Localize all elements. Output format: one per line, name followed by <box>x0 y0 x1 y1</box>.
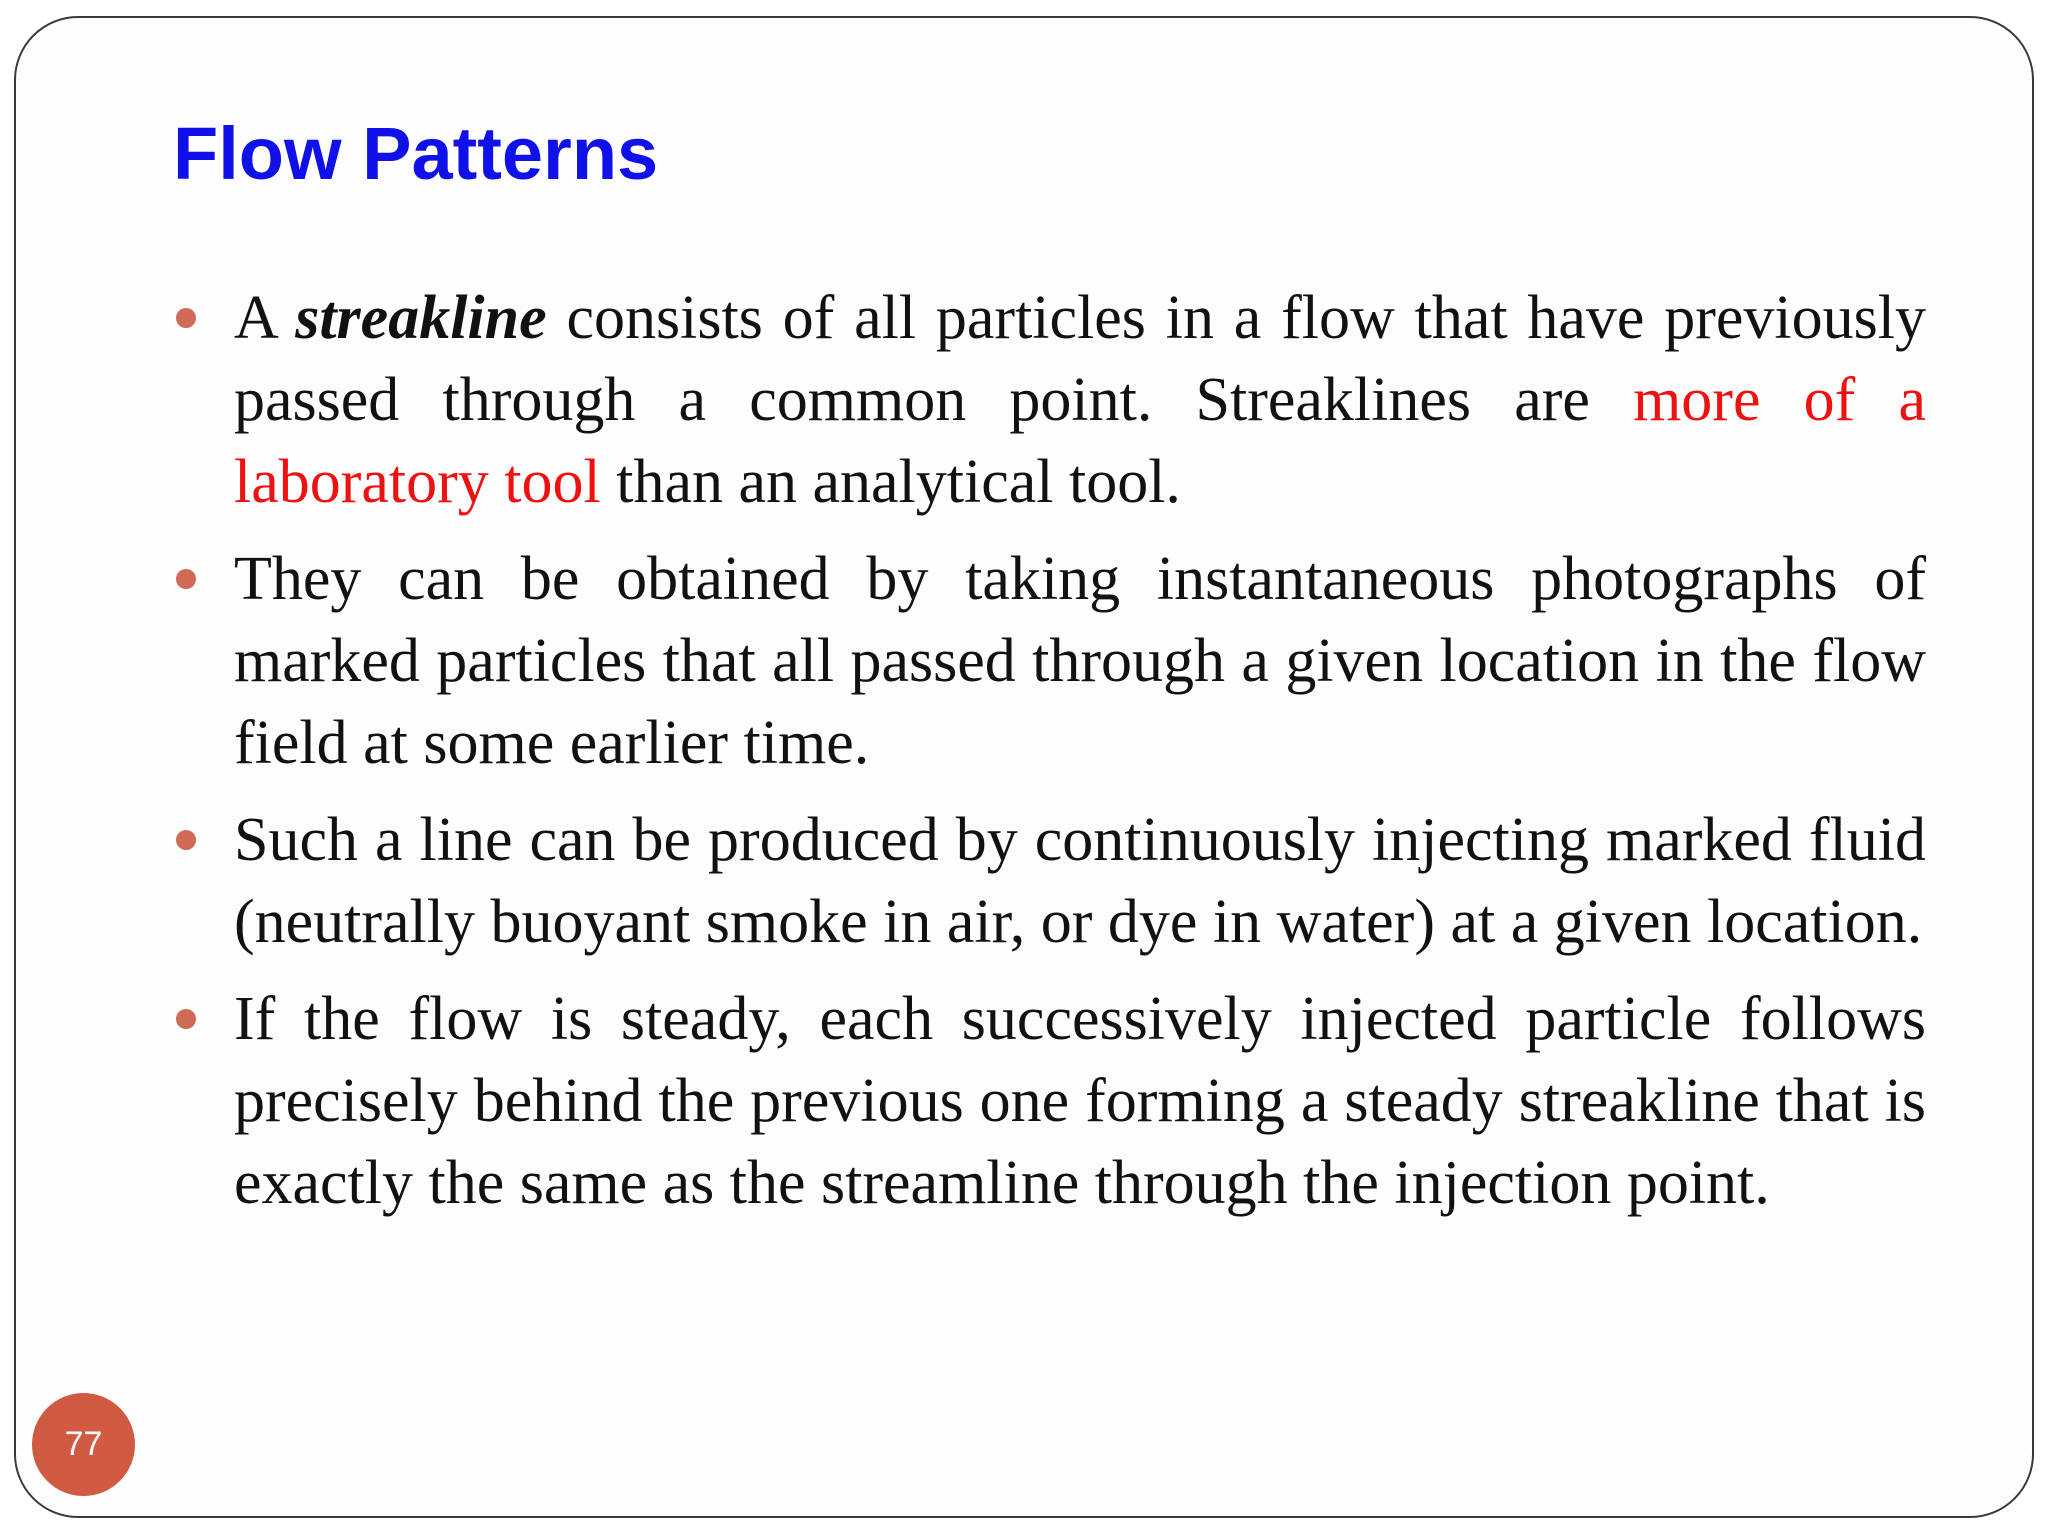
bullet-1-highlight: more of a laboratory tool <box>234 366 1927 516</box>
bullet-list <box>234 277 1926 1239</box>
bullet-dot-icon <box>176 308 196 328</box>
bullet-1-text-end: than an analytical tool. <box>616 448 1181 516</box>
bullet-item-1 <box>234 277 1926 523</box>
bullet-dot-icon <box>176 1009 196 1029</box>
bullet-1-text-start: A <box>234 284 276 352</box>
bullet-dot-icon <box>176 569 196 589</box>
bullet-item-3 <box>234 799 1926 963</box>
slide <box>14 16 2034 1518</box>
bullet-item-4 <box>234 978 1926 1224</box>
bullet-1-text-middle: consists of all particles in a flow that have previously passed through a common point. Streaklines are <box>234 284 1927 434</box>
bullet-dot-icon <box>176 830 196 850</box>
bullet-item-2 <box>234 538 1926 784</box>
bullet-2-text: They can be obtained by taking instantaneous photographs of marked particles that all passed through a given location in the flow field at some earlier time. <box>234 545 1926 777</box>
page-number-badge: 77 <box>32 1393 135 1496</box>
bullet-3-text: Such a line can be produced by continuously injecting marked fluid (neutrally buoyant smoke in air, or dye in water) at a given location. <box>234 806 1926 956</box>
bullet-4-text: If the flow is steady, each successively injected particle follows precisely behind the previous one forming a steady streakline that is exactly the same as the streamline through the injection point. <box>234 985 1926 1217</box>
slide-title: Flow Patterns <box>173 112 659 195</box>
bullet-1-emphasis: streakline <box>295 284 547 352</box>
